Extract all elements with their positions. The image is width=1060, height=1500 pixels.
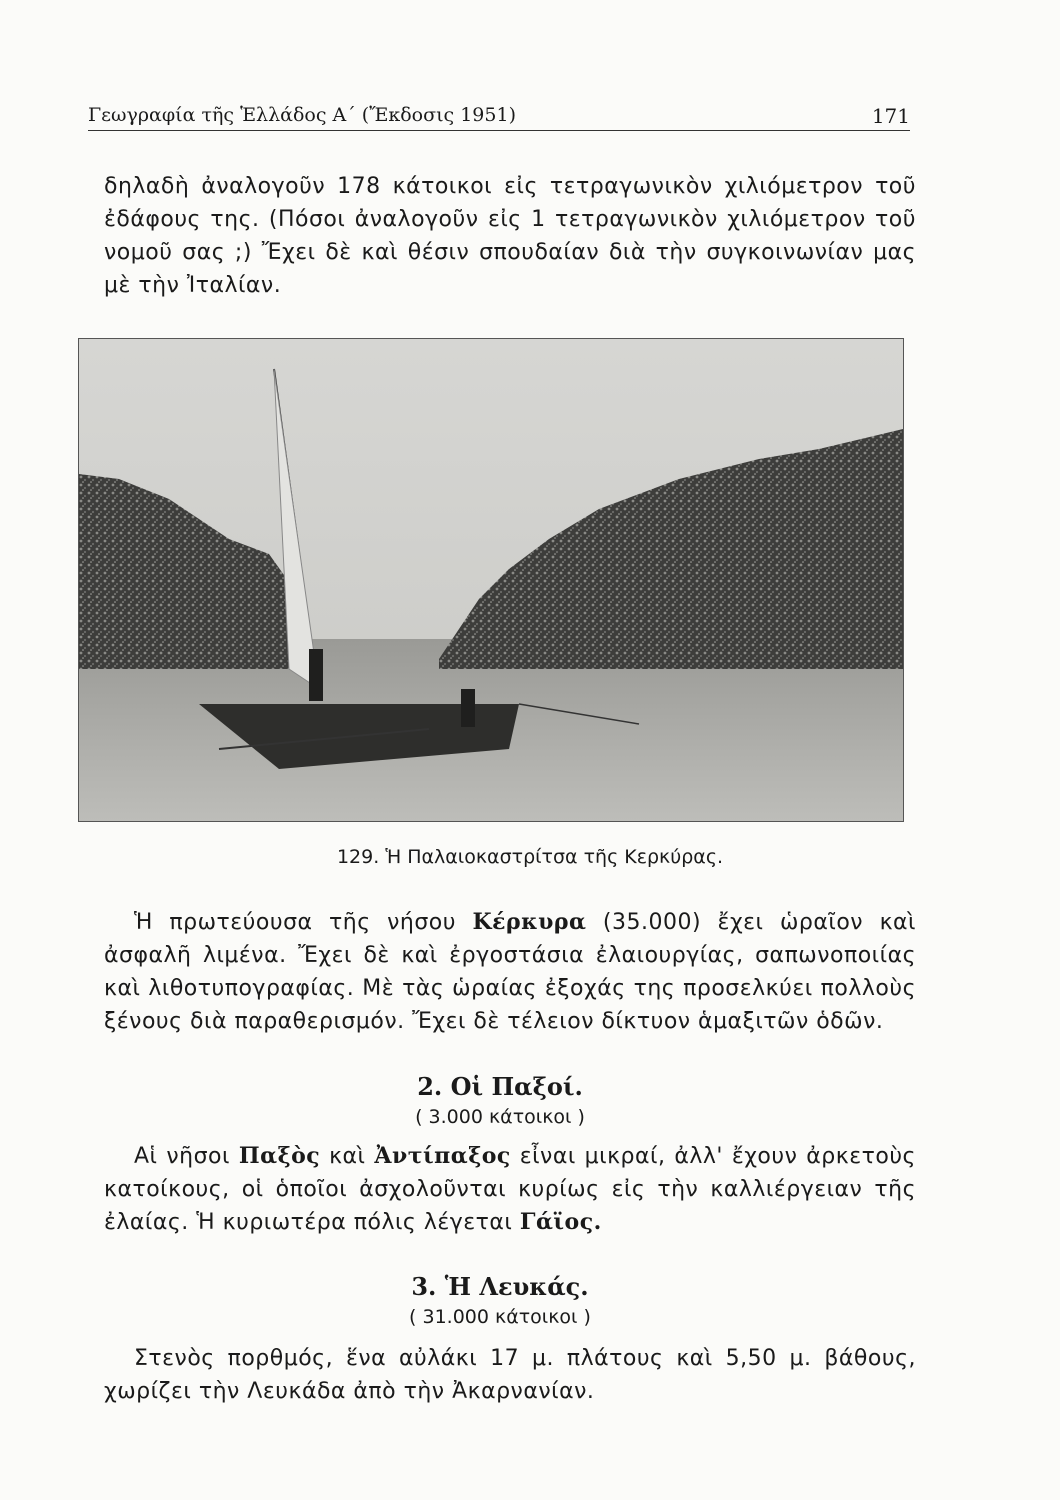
running-header xyxy=(88,100,910,131)
book-title: Γεωγραφία τῆς Ἑλλάδος Α΄ (Ἔκδοσις 1951) xyxy=(88,104,516,126)
figure-caption: 129. Ἡ Παλαιοκαστρίτσα τῆς Κερκύρας. xyxy=(336,846,724,868)
section-population-lefkada: ( 31.000 κάτοικοι ) xyxy=(409,1306,591,1328)
photo-illustration xyxy=(79,339,903,821)
kerkyra-text-after: (35.000) ἔχει ὡραῖον καὶ ἀσφαλῆ λιμένα. Ἔχει δὲ καὶ ἐργοστάσια ἐλαιουργίας, σαπωνοποιίας καὶ λιθοτυπογραφίας. Μὲ τὰς ὡραίας ἐξοχάς της προσελκύει πολλοὺς ξένους διὰ παραθερισμόν. Ἔχει δὲ τέλειον δίκτυον ἁμαξιτῶν ὁδῶν. xyxy=(104,910,916,1034)
lefkada-paragraph xyxy=(104,1342,916,1408)
paxoi-bold-b: Ἀντίπαξος xyxy=(374,1143,511,1169)
figure-photo-palaiokastritsa xyxy=(78,338,904,822)
paxoi-bold-a: Παξὸς xyxy=(238,1143,321,1169)
kerkyra-bold-city: Κέρκυρα xyxy=(472,909,587,935)
section-heading-paxoi: 2. Οἱ Παξοί. xyxy=(417,1072,583,1101)
intro-text: δηλαδὴ ἀναλογοῦν 178 κάτοικοι εἰς τετραγωνικὸν χιλιόμετρον τοῦ ἐδάφους της. (Πόσοι ἀναλογοῦν εἰς 1 τετραγωνικὸν χιλιόμετρον τοῦ νομοῦ σας ;) Ἔχει δὲ καὶ θέσιν σπουδαίαν διὰ τὴν συγκοινωνίαν μας μὲ τὴν Ἰταλίαν. xyxy=(104,174,916,298)
section-heading-lefkada: 3. Ἡ Λευκάς. xyxy=(411,1272,589,1301)
fisherman-standing xyxy=(309,649,323,701)
section-population-paxoi: ( 3.000 κάτοικοι ) xyxy=(415,1106,585,1128)
paxoi-text-b: καὶ xyxy=(329,1144,366,1169)
paxoi-text-a: Αἱ νῆσοι xyxy=(134,1144,230,1169)
paxoi-paragraph xyxy=(104,1140,916,1239)
intro-paragraph xyxy=(104,170,916,302)
lefkada-text: Στενὸς πορθμός, ἕνα αὐλάκι 17 μ. πλάτους καὶ 5,50 μ. βάθους, χωρίζει τὴν Λευκάδα ἀπὸ τὴν Ἀκαρνανίαν. xyxy=(104,1346,916,1404)
kerkyra-paragraph xyxy=(104,906,916,1038)
kerkyra-text-before: Ἡ πρωτεύουσα τῆς νήσου xyxy=(134,910,456,935)
paxoi-bold-c: Γάϊος. xyxy=(519,1209,602,1235)
fisherman-rowing xyxy=(461,689,475,727)
page-number: 171 xyxy=(871,104,910,128)
paxoi-text-c: εἶναι μικραί, ἀλλ' ἔχουν ἀρκετοὺς κατοίκους, οἱ ὁποῖοι ἀσχολοῦνται κυρίως εἰς τὴν καλλιέργειαν τῆς ἐλαίας. Ἡ κυριωτέρα πόλις λέγεται xyxy=(104,1144,916,1235)
